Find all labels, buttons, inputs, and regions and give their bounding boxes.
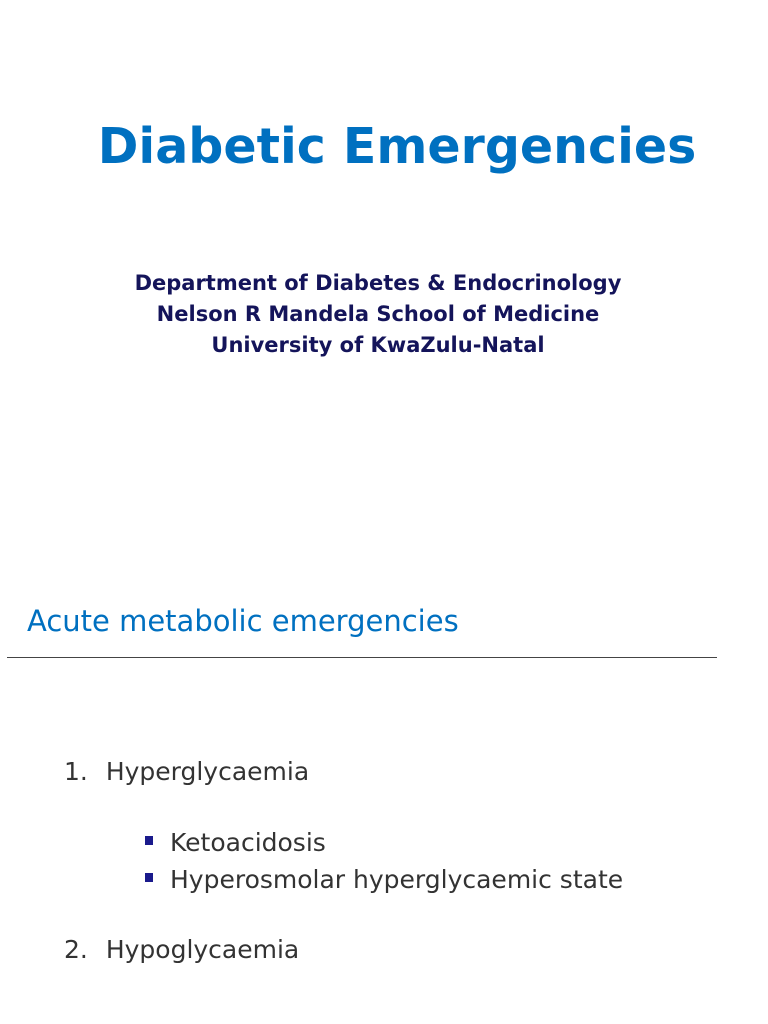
sub-item-hyperosmolar (145, 865, 623, 895)
sub-item-label: Hyperosmolar hyperglycaemic state (170, 865, 624, 894)
sub-item-ketoacidosis (145, 828, 326, 858)
university-line: University of KwaZulu-Natal (211, 333, 545, 357)
heading-divider (7, 657, 717, 658)
square-bullet-icon (145, 873, 153, 882)
list-item-label: Hyperglycaemia (105, 757, 310, 786)
list-item-label: Hypoglycaemia (105, 935, 300, 964)
list-item-hypoglycaemia (64, 935, 299, 965)
list-item-hyperglycaemia (64, 757, 309, 787)
affiliation-block (0, 268, 756, 361)
square-bullet-icon (145, 836, 153, 845)
list-number: 1. (64, 757, 88, 786)
section-heading: Acute metabolic emergencies (27, 604, 459, 638)
school-line: Nelson R Mandela School of Medicine (156, 302, 600, 326)
list-number: 2. (64, 935, 88, 964)
slide-title: Diabetic Emergencies (97, 118, 697, 175)
sub-item-label: Ketoacidosis (170, 828, 326, 857)
department-line: Department of Diabetes & Endocrinology (134, 271, 622, 295)
